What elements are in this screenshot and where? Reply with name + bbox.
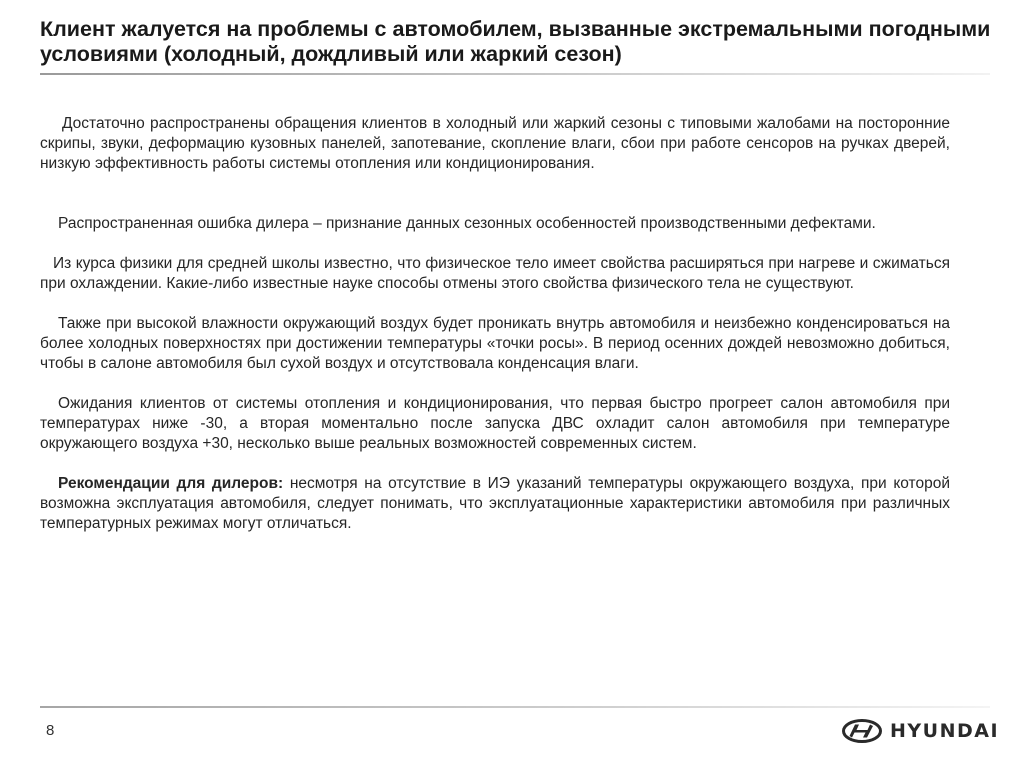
- recommendation-lead: Рекомендации для дилеров:: [58, 475, 284, 492]
- recommendation-text: несмотря на отсутствие в ИЭ указаний температуры окружающего воздуха, при которой возможна эксплуатация автомобиля, следует понимать, что эксплуатационные характеристики автомобиля при различных температурных режимах могут отличаться.: [40, 475, 950, 532]
- paragraph-humidity: Также при высокой влажности окружающий воздух будет проникать внутрь автомобиля и неизбежно конденсироваться на более холодных поверхностях при достижении температуры «точки росы». В период осенних дождей невозможно добиться, чтобы в салоне автомобиля был сухой воздух и отсутствовала конденсация влаги.: [40, 315, 950, 372]
- hyundai-emblem-icon: [842, 719, 882, 743]
- slide-title: Клиент жалуется на проблемы с автомобилем, вызванные экстремальными погодными условиями (холодный, дождливый или жаркий сезон): [40, 17, 991, 66]
- paragraph-recommendation: [40, 474, 950, 534]
- brand-wordmark: HYUNDAI: [890, 720, 1000, 742]
- paragraph-climate-expectations: Ожидания клиентов от системы отопления и кондиционирования, что первая быстро прогреет салон автомобиля при температурах ниже -30, а вторая моментально после запуска ДВС охладит салон автомобиля при температуре окружающего воздуха +30, несколько выше реальных возможностей современных систем.: [40, 395, 950, 452]
- slide-body: [40, 114, 950, 534]
- brand-logo: [842, 718, 999, 744]
- paragraph-physics: Из курса физики для средней школы известно, что физическое тело имеет свойства расширяться при нагреве и сжиматься при охлаждении. Какие-либо известные науке способы отмены этого свойства физического тела не существуют.: [40, 255, 950, 292]
- page-number: 8: [46, 722, 55, 739]
- paragraph-seasonal-complaints: Достаточно распространены обращения клиентов в холодный или жаркий сезоны с типовыми жалобами на посторонние скрипы, звуки, деформацию кузовных панелей, запотевание, скопление влаги, сбои при работе сенсоров на ручках дверей, низкую эффективность работы системы отопления или кондиционирования.: [40, 115, 950, 172]
- title-divider: [40, 73, 990, 75]
- footer-divider: [40, 706, 990, 708]
- paragraph-dealer-mistake: Распространенная ошибка дилера – признание данных сезонных особенностей производственными дефектами.: [58, 215, 876, 232]
